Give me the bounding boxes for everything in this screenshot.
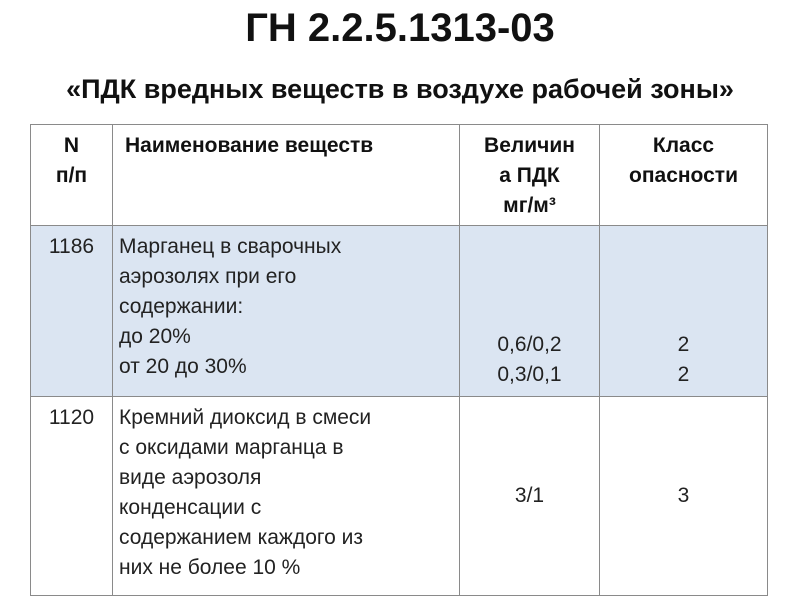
- row-pdk-value: 3/1: [460, 397, 600, 596]
- row-substance: Марганец в сварочных аэрозолях при его содержании: до 20% от 20 до 30%: [113, 226, 460, 397]
- header-pdk-value: Величин а ПДК мг/м³: [460, 125, 600, 226]
- table-row: [31, 397, 768, 596]
- row-hazard-class: 2 2: [677, 333, 690, 386]
- document-title: ГН 2.2.5.1313-03: [245, 6, 555, 50]
- pdk-table: [30, 124, 768, 596]
- document-subtitle: «ПДК вредных веществ в воздухе рабочей зоны»: [66, 74, 734, 104]
- table-row: [31, 226, 768, 397]
- row-number: 1186: [31, 226, 113, 397]
- row-number: 1120: [31, 397, 113, 596]
- header-hazard-class: Класс опасности: [600, 125, 768, 226]
- row-pdk-value: 0,6/0,2 0,3/0,1: [497, 333, 562, 386]
- row-hazard-class: 3: [600, 397, 768, 596]
- header-name: Наименование веществ: [113, 125, 460, 226]
- table-header-row: [31, 125, 768, 226]
- row-substance: Кремний диоксид в смеси с оксидами марганца в виде аэрозоля конденсации с содержанием каждого из них не более 10 %: [113, 397, 460, 596]
- header-number: N п/п: [31, 125, 113, 226]
- row-class-cell: [600, 226, 768, 397]
- row-pdk-cell: [460, 226, 600, 397]
